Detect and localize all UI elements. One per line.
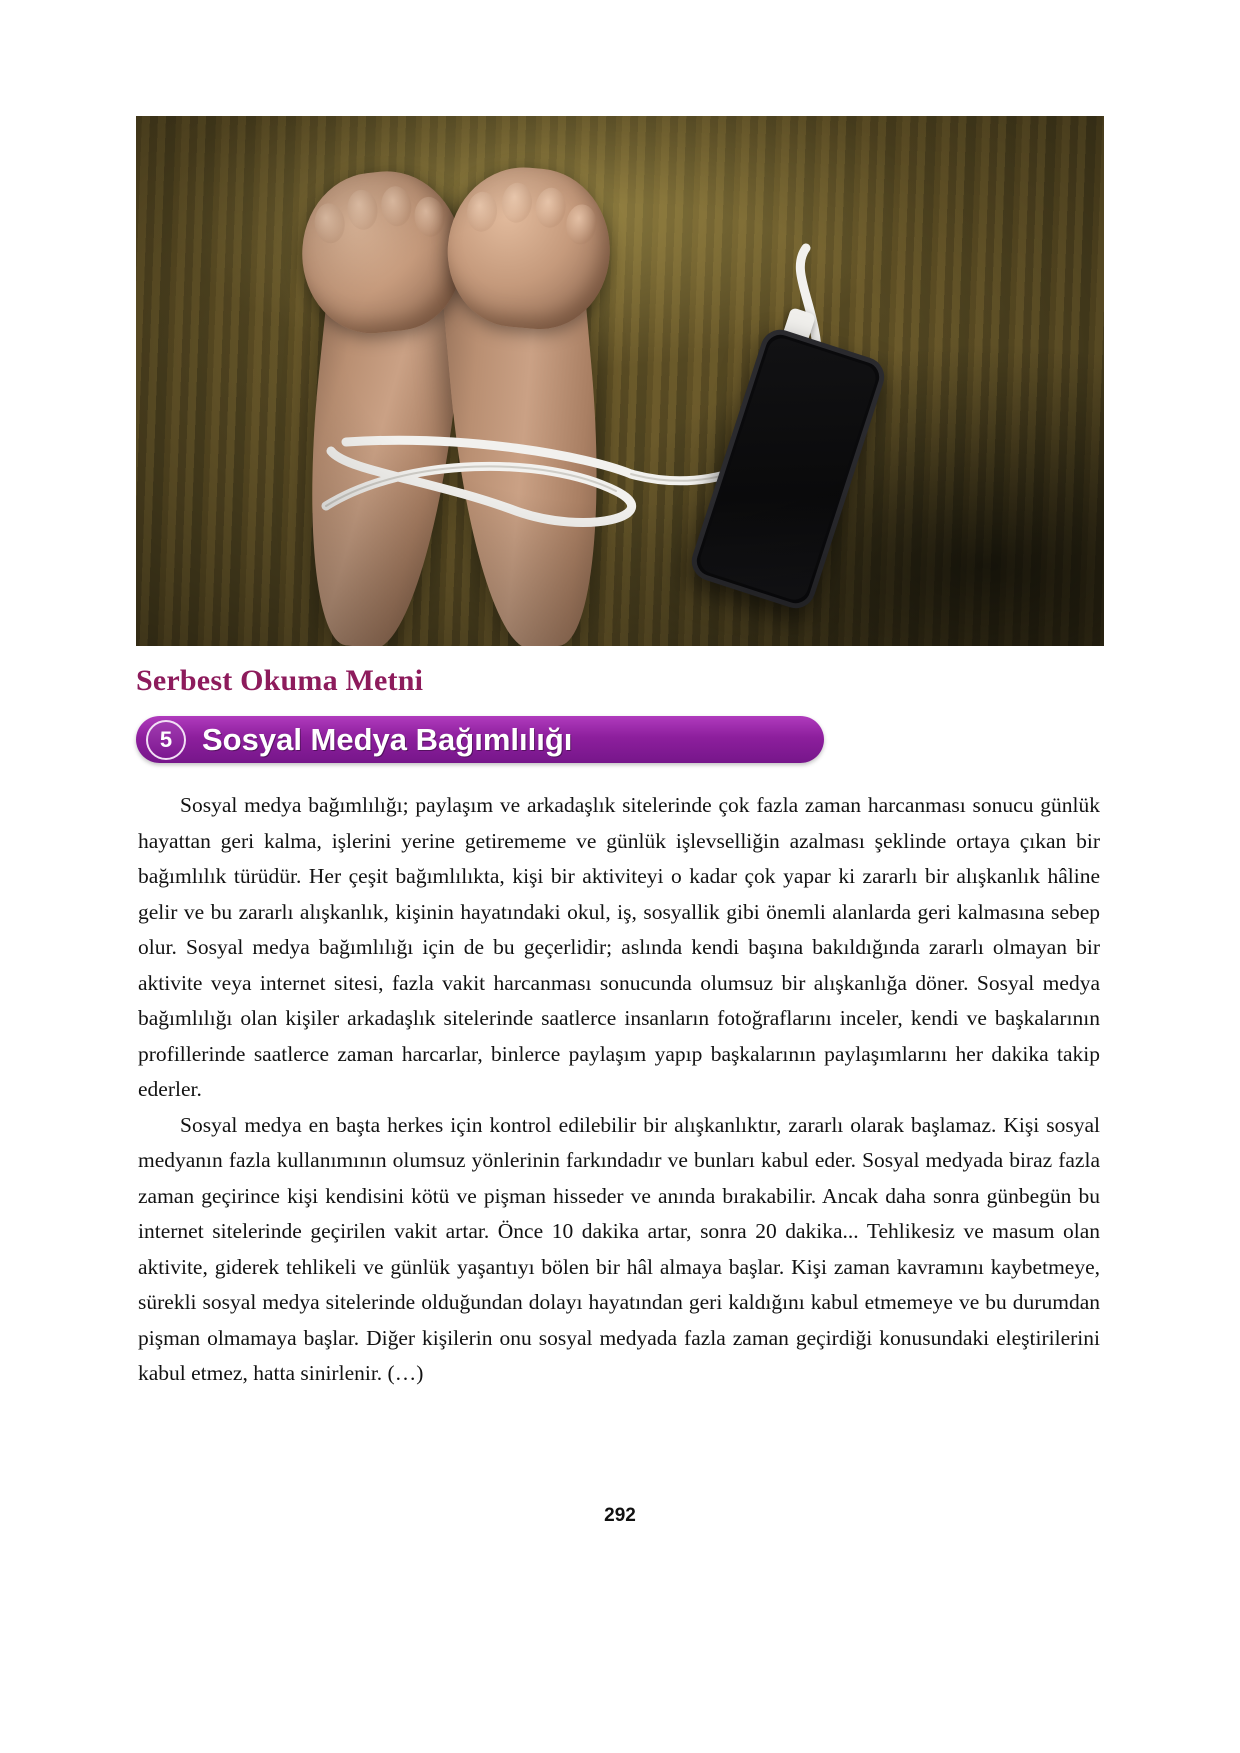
page-number: 292: [604, 1505, 636, 1526]
photo-background: [136, 116, 1104, 646]
lesson-title: Sosyal Medya Bağımlılığı: [202, 721, 573, 757]
lesson-number-badge: 5: [146, 720, 186, 760]
lesson-banner: [136, 716, 824, 763]
article-photo: [136, 116, 1104, 646]
section-title: Serbest Okuma Metni: [136, 664, 424, 697]
article-body: [138, 788, 1100, 1392]
photo-vignette: [136, 116, 1104, 646]
paragraph-1: Sosyal medya bağımlılığı; paylaşım ve arkadaşlık sitelerinde çok fazla zaman harcanması sonucu günlük hayattan geri kalma, işlerini yerine getirememe ve günlük işlevselliğin azalması şeklinde ortaya çıkan bir bağımlılık türüdür. Her çeşit bağımlılıkta, kişi bir aktiviteyi o kadar çok yapar ki zararlı bir alışkanlık hâline gelir ve bu zararlı alışkanlık, kişinin hayatındaki okul, iş, sosyallik gibi önemli alanlarda geri kalmasına sebep olur. Sosyal medya bağımlılığı için de bu geçerlidir; aslında kendi başına bakıldığında zararlı olmayan bir aktivite veya internet sitesi, fazla vakit harcanması sonucunda olumsuz bir alışkanlığa döner. Sosyal medya bağımlılığı olan kişiler arkadaşlık sitelerinde saatlerce insanların fotoğraflarını inceler, kendi ve başkalarının profillerinde saatlerce zaman harcarlar, binlerce paylaşım yapıp başkalarının paylaşımlarını her dakika takip ederler.: [138, 793, 1100, 1101]
paragraph-2: Sosyal medya en başta herkes için kontrol edilebilir bir alışkanlıktır, zararlı olarak başlamaz. Kişi sosyal medyanın fazla kullanımının olumsuz yönlerinin farkındadır ve bunları kabul eder. Sosyal medyada biraz fazla zaman geçirince kişi kendisini kötü ve pişman hisseder ve anında bırakabilir. Ancak daha sonra günbegün bu internet sitelerinde geçirilen vakit artar. Önce 10 dakika artar, sonra 20 dakika... Tehlikesiz ve masum olan aktivite, giderek tehlikeli ve günlük yaşantıyı bölen bir hâl almaya başlar. Kişi zaman kavramını kaybetmeye, sürekli sosyal medya sitelerinde olduğundan dolayı hayatından geri kaldığını kabul etmemeye ve bu durumdan pişman olmamaya başlar. Diğer kişilerin onu sosyal medyada fazla zaman geçirdiği konusundaki eleştirilerini kabul etmez, hatta sinirlenir. (…): [138, 1112, 1100, 1385]
